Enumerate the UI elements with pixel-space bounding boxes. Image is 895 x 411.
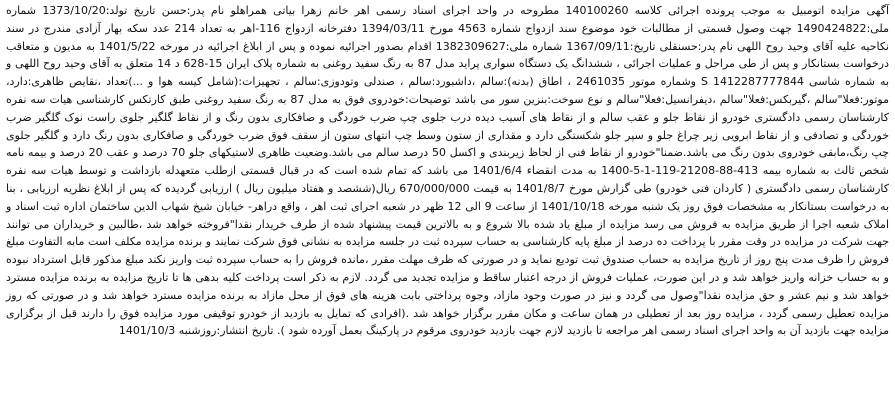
auction-notice-text: آگهی مزایده اتومبیل به موجب پرونده اجرائی کلاسه 140100260 مطروحه در واحد اجرای اسناد رسمی اهر خانم زهرا بیاتی همراهلو نام پدر:حسن تاریخ تولد:1373/10/20 شماره ملی:1490424822 جهت وصول قسمتی از مطالبات خود موضوع سند ازدواج شماره 4563 مورخ 1394/03/11 دفترخانه ازدواج 116-اهر به تعداد 214 عدد سکه بهار آزادی مندرج در سند نکاحیه علیه آقای وحید روح اللهی نام پدر:حسنقلی تاریخ:1367/09/11 شماره ملی:1382309627 اقدام بصدور اجرائیه نموده و پس از ابلاغ اجرائیه در مورخه 1401/5/22 به مدیون و متعاقب درخواست بستانکار و پس از طی مراحل و عملیات اجرائی ، ششدانگ یک دستگاه سواری پراید مدل 87 به رنگ سفید روغنی به شماره پلاک ایران 15-628 د 14 متعلق به آقای وحید روح اللهی و به شماره شاسی S 1412287777844 وشماره موتور 2461035 ، اطاق (بدنه):سالم ،داشبورد:سالم ، صندلی وتودوزی:سالم ، تجهیزات:(شامل کیسه هوا و ...)تعداد ،نقایص ظاهری:دارد، موتور:فعلا"سالم ،گیربکس:فعلا"سالم ،دیفرانسیل:فعلا"سالم و نوع سوخت:بنزین سور می باشد توضیحات:خودروی فوق به مدل 87 به رنگ سفید روغنی طبق کارتکس کارشناسی هیات سه نفره کارشناسان رسمی دادگستری خودرو از نقاط جلو و عقب سالم و از نقاط های آسیب دیده درب جلوی چپ ضرب خوردگی و صافکاری بدون رنگ و از نقاط گلگیر جلوی راست نوک گلگیر ضرب خوردگی و تصادفی و از نقاط ابرویی زیر چراغ جلو و سپر جلو شکستگی دارد و مقداری از ستون وسط چپ انتهای ستون از سقف فوق ضرب خوردگی و صافکاری بدون رنگ دارد و گلگیر جلوی چپ رنگ،مابقی خودروی بدون رنگ می باشد.ضمنا"خودرو از نقاط فنی از لحاظ زیربندی و اکسل 50 درصد سالم می باشد.وضعیت ظاهری لاستیکهای جلو 70 درصد و عقب 20 درصد و بیمه نامه شخص ثالث به شماره بیمه 413-88-21208-119-1-5-1400 به مدت انقضاء 1401/6/4 می باشد که تمام شده است که در قبال قسمتی ازطلب متعهدله بازداشت و توسط هیات سه نفره کارشناسان رسمی دادگستری ( کاردان فنی خودرو) طی گزارش مورخ 1401/8/7 به قیمت 670/000/000 ریال(ششصد و هفتاد میلیون ریال ) ارزیابی گردیده که پس از ابلاغ نظریه ارزیابی ، بنا به درخواست بستانکار به مشخصات فوق روز یک شنبه مورخه 1401/10/18 از ساعت 9 الی 12 ظهر در شعبه اجرای ثبت اهر ، واقع دراهر- خیابان شیخ شهاب الدین ساختمان اداره ثبت اسناد و املاک شعبه اجرا از طریق مزایده به فروش می رسد مزایده از مبلغ یاد شده بالا شروع و به بالاترین قیمت پیشنهاد شده از طرف خریدار نقدا"فروخته خواهد شد ،طالبین و خریداران می توانند جهت شرکت در مزایده در وقت مقرر با پرداخت ده درصد از مبلغ پایه کارشناسی به حساب سپرده ثبت در جلسه مزایده به نشانی فوق شرکت نمایند و برنده مزایده مکلف است مابه التفاوت مبلغ فروش را ظرف مدت پنج روز از تاریخ مزایده به حساب صندوق ثبت تودیع نماید و در صورتی که ظرف مهلت مقرر ،مانده فروش را به حساب سپرده ثبت واریز نکند مبلغ مذکور قابل استرداد نبوده و به حساب خزانه واریز خواهد شد و در این صورت، عملیات فروش از درجه اعتبار ساقط و مزایده تجدید می گردد. لازم به ذکر است پرداخت کلیه بدهی ها تا تاریخ مزایده به برنده مزایده مسترد خواهد شد و نیم عشر و حق مزایده نقدا"وصول می گردد و نیز در صورت وجود مازاد، وجوه پرداختی بابت هزینه های فوق از محل مازاد به برنده مزایده مسترد خواهد شد و در صورتی که روز مزایده تعطیل رسمی گردد ، مزایده روز بعد از تعطیلی در همان ساعت و مکان مقرر برگزار خواهد شد .(افرادی که تمایل به بازدید از خودرو توقیفی مورد مزایده فوق را دارند قبل از برگزاری مزایده جهت بازدید آن به واحد اجرای اسناد رسمی اهر مراجعه تا بازدید لازم جهت بازدید خودروی مرقوم در پارکینگ بعمل آورده شود ). تاریخ انتشار:روزشنبه 1401/10/3 [6, 4, 890, 338]
